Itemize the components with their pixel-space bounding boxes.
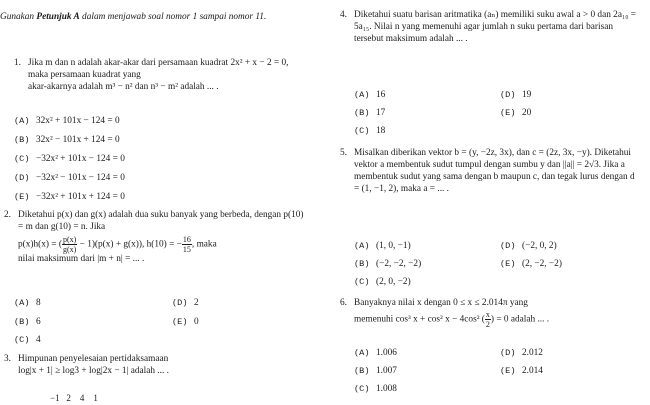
- question-text: Jika m dan n adalah akar-akar dari persamaan kuadrat 2x² + x − 2 = 0, maka persamaan kuadrat yang: [28, 58, 289, 80]
- option-letter: (C): [354, 384, 370, 394]
- fraction: [182, 235, 192, 254]
- option-a[interactable]: [14, 116, 120, 128]
- formula-part: − 1)(p(x) + g(x)), h(10) = −: [77, 239, 182, 250]
- option-e[interactable]: [500, 108, 531, 120]
- option-letter: (C): [354, 277, 370, 287]
- option-value: 20: [522, 108, 532, 118]
- formula-part: ) = 0 adalah ... .: [490, 314, 550, 325]
- question-text: Diketahui p(x) dan g(x) adalah dua suku banyak yang berbeda, dengan p(10) = m dan g(10) = n. Jika: [18, 210, 304, 232]
- option-e[interactable]: [500, 366, 543, 378]
- question-4: [340, 10, 640, 46]
- question-5: [340, 148, 640, 196]
- option-b[interactable]: [14, 135, 120, 147]
- option-letter: (D): [172, 298, 188, 308]
- cut-off-text: −1 2 4 1: [50, 393, 98, 403]
- option-value: 19: [522, 90, 532, 100]
- option-letter: (C): [14, 335, 30, 345]
- option-value: (2, 0, −2): [376, 277, 411, 287]
- option-a[interactable]: [354, 241, 411, 253]
- option-c[interactable]: [14, 154, 125, 166]
- formula-part: , maka: [191, 239, 217, 250]
- option-letter: (E): [500, 259, 516, 269]
- option-b[interactable]: [354, 259, 421, 271]
- option-letter: (D): [500, 90, 516, 100]
- fraction-numerator: 16: [182, 234, 191, 244]
- question-formula: [18, 235, 310, 254]
- question-number: 2.: [4, 210, 11, 220]
- option-letter: (C): [14, 154, 30, 164]
- option-letter: (D): [500, 241, 516, 251]
- question-3: [4, 354, 310, 378]
- question-formula: [354, 310, 640, 329]
- option-a[interactable]: [354, 348, 397, 360]
- option-letter: (B): [14, 135, 30, 145]
- option-value: (2, −2, −2): [522, 259, 562, 269]
- question-text: Himpunan penyelesaian pertidaksamaan: [18, 354, 169, 364]
- option-value: (−2, −2, −2): [376, 259, 422, 269]
- option-letter: (A): [14, 298, 30, 308]
- option-a[interactable]: [354, 90, 385, 102]
- option-letter: (E): [14, 192, 30, 202]
- fraction-numerator: x: [485, 309, 490, 319]
- option-letter: (E): [500, 366, 516, 376]
- question-number: 3.: [4, 354, 11, 364]
- option-value: 1.007: [376, 366, 397, 376]
- fraction-numerator: p(x): [62, 234, 77, 244]
- option-letter: (C): [354, 126, 370, 136]
- option-value: 2.014: [522, 366, 543, 376]
- option-letter: (E): [172, 317, 188, 327]
- instructions-suffix: dalam menjawab soal nomor 1 sampai nomor 11.: [79, 12, 267, 22]
- question-text: log|x + 1| ≥ log3 + log|2x − 1| adalah ... .: [18, 365, 169, 376]
- option-d[interactable]: [14, 173, 125, 185]
- question-1: [14, 58, 310, 94]
- option-b[interactable]: [14, 317, 41, 329]
- option-d[interactable]: [500, 348, 543, 360]
- option-value: −32x² + 101x + 124 = 0: [36, 192, 125, 202]
- option-letter: (B): [354, 366, 370, 376]
- option-value: (1, 0, −1): [376, 241, 411, 251]
- option-c[interactable]: [14, 335, 41, 347]
- option-value: 2: [194, 298, 199, 308]
- option-c[interactable]: [354, 277, 411, 289]
- option-value: 32x² + 101x − 124 = 0: [36, 116, 120, 126]
- question-number: 1.: [14, 58, 21, 68]
- fraction: [62, 235, 77, 254]
- option-value: 18: [376, 126, 386, 136]
- question-text: nilai maksimum dari |m + n| = ... .: [18, 253, 145, 264]
- question-6: [340, 298, 640, 329]
- fraction-denominator: 15: [182, 244, 191, 254]
- formula-part: memenuhi cos³ x + cos² x − 4cos² (: [354, 314, 485, 325]
- option-value: 8: [36, 298, 41, 308]
- instructions-prefix: Gunakan: [0, 12, 37, 22]
- option-value: 16: [376, 90, 386, 100]
- option-value: 17: [376, 108, 386, 118]
- option-value: 1.006: [376, 348, 397, 358]
- option-letter: (B): [14, 317, 30, 327]
- fraction-denominator: g(x): [62, 244, 77, 254]
- option-value: 1.008: [376, 384, 397, 394]
- option-value: −32x² − 101x − 124 = 0: [36, 173, 125, 183]
- option-b[interactable]: [354, 366, 397, 378]
- option-value: 4: [36, 335, 41, 345]
- option-letter: (A): [354, 241, 370, 251]
- option-value: (−2, 0, 2): [522, 241, 557, 251]
- option-letter: (B): [354, 108, 370, 118]
- option-value: −32x² + 101x − 124 = 0: [36, 154, 125, 164]
- option-b[interactable]: [354, 108, 385, 120]
- option-value: 32x² − 101x + 124 = 0: [36, 135, 120, 145]
- option-d[interactable]: [172, 298, 199, 310]
- option-e[interactable]: [500, 259, 562, 271]
- option-letter: (A): [354, 90, 370, 100]
- option-letter: (E): [500, 108, 516, 118]
- option-letter: (A): [354, 348, 370, 358]
- option-value: 0: [194, 317, 199, 327]
- question-number: 6.: [340, 298, 347, 308]
- instructions: [0, 12, 318, 24]
- option-a[interactable]: [14, 298, 41, 310]
- formula-part: p(x)h(x) = (: [18, 239, 62, 250]
- question-number: 5.: [340, 148, 347, 158]
- option-letter: (D): [14, 173, 30, 183]
- option-value: 6: [36, 317, 41, 327]
- option-d[interactable]: [500, 90, 531, 102]
- question-text: Diketahui suatu barisan aritmatika (aₙ) memiliki suku awal a > 0 dan 2a₁₀ = 5a₁₅. Nilai n yang memenuhi agar jumlah n suku pertama dari barisan tersebut maksimum adalah ... .: [354, 10, 636, 44]
- question-text: Misalkan diberikan vektor b = (y, −2z, 3x), dan c = (2z, 3x, −y). Diketahui vektor a membentuk sudut tumpul dengan sumbu y dan ||a|| = 2√3. Jika a membentuk sudut yang sama dengan b maupun c, dan tegak lurus dengan d = (1, −1, 2), maka a = ... .: [354, 148, 635, 194]
- question-2: [4, 210, 310, 266]
- option-d[interactable]: [500, 241, 557, 253]
- option-e[interactable]: [172, 317, 199, 329]
- option-c[interactable]: [354, 126, 385, 138]
- option-e[interactable]: [14, 192, 125, 204]
- question-number: 4.: [340, 10, 347, 20]
- question-text: Banyaknya nilai x dengan 0 ≤ x ≤ 2.014π yang: [354, 298, 528, 308]
- question-text: akar-akarnya adalah m³ − n² dan n³ − m² adalah ... .: [28, 81, 219, 92]
- option-letter: (B): [354, 259, 370, 269]
- option-value: 2.012: [522, 348, 543, 358]
- option-c[interactable]: [354, 384, 397, 396]
- option-letter: (A): [14, 116, 30, 126]
- instructions-bold: Petunjuk A: [36, 12, 80, 22]
- fraction-denominator: 2: [485, 319, 490, 329]
- option-letter: (D): [500, 348, 516, 358]
